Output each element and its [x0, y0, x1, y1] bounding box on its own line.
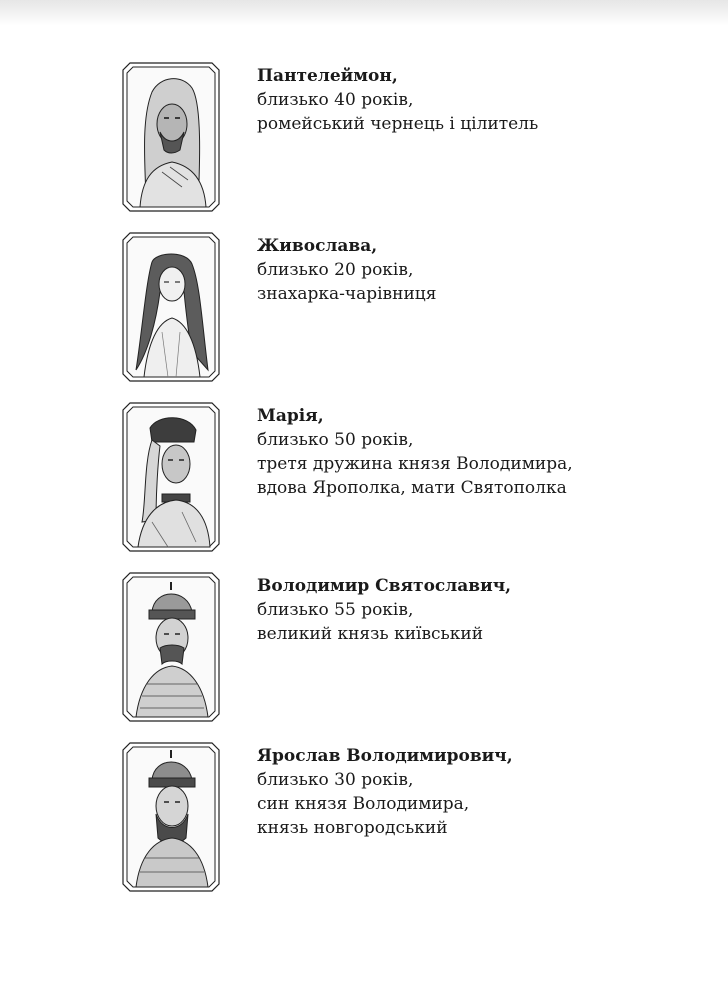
character-description [257, 64, 677, 136]
character-role-continued: вдова Ярополка, мати Святополка [257, 478, 567, 498]
character-name: Пантелеймон, [257, 66, 398, 86]
character-age: близько 30 років, [257, 770, 414, 790]
character-name: Ярослав Володимирович, [257, 746, 513, 766]
character-role: знахарка-чарівниця [257, 284, 437, 304]
character-name: Марія, [257, 406, 324, 426]
page-top-shadow [0, 0, 728, 26]
character-entry [122, 62, 682, 212]
character-role: третя дружина князя Володимира, [257, 454, 573, 474]
veiled-woman-portrait-icon [122, 402, 220, 552]
character-description [257, 234, 677, 306]
character-name: Живослава, [257, 236, 378, 256]
character-role: син князя Володимира, [257, 794, 470, 814]
long-haired-woman-portrait-icon [122, 232, 220, 382]
character-entry [122, 572, 682, 722]
prince-with-moustache-portrait-icon [122, 572, 220, 722]
hooded-monk-portrait-icon [122, 62, 220, 212]
character-description [257, 574, 677, 646]
bearded-prince-portrait-icon [122, 742, 220, 892]
character-age: близько 40 років, [257, 90, 414, 110]
character-entry [122, 402, 682, 552]
character-description [257, 744, 677, 840]
character-age: близько 50 років, [257, 430, 414, 450]
character-age: близько 55 років, [257, 600, 414, 620]
character-role-continued: князь новгородський [257, 818, 448, 838]
character-role: великий князь київський [257, 624, 484, 644]
character-entry [122, 742, 682, 892]
character-name: Володимир Святославич, [257, 576, 512, 596]
character-age: близько 20 років, [257, 260, 414, 280]
character-role: ромейський чернець і цілитель [257, 114, 539, 134]
character-entry [122, 232, 682, 382]
character-description [257, 404, 677, 500]
